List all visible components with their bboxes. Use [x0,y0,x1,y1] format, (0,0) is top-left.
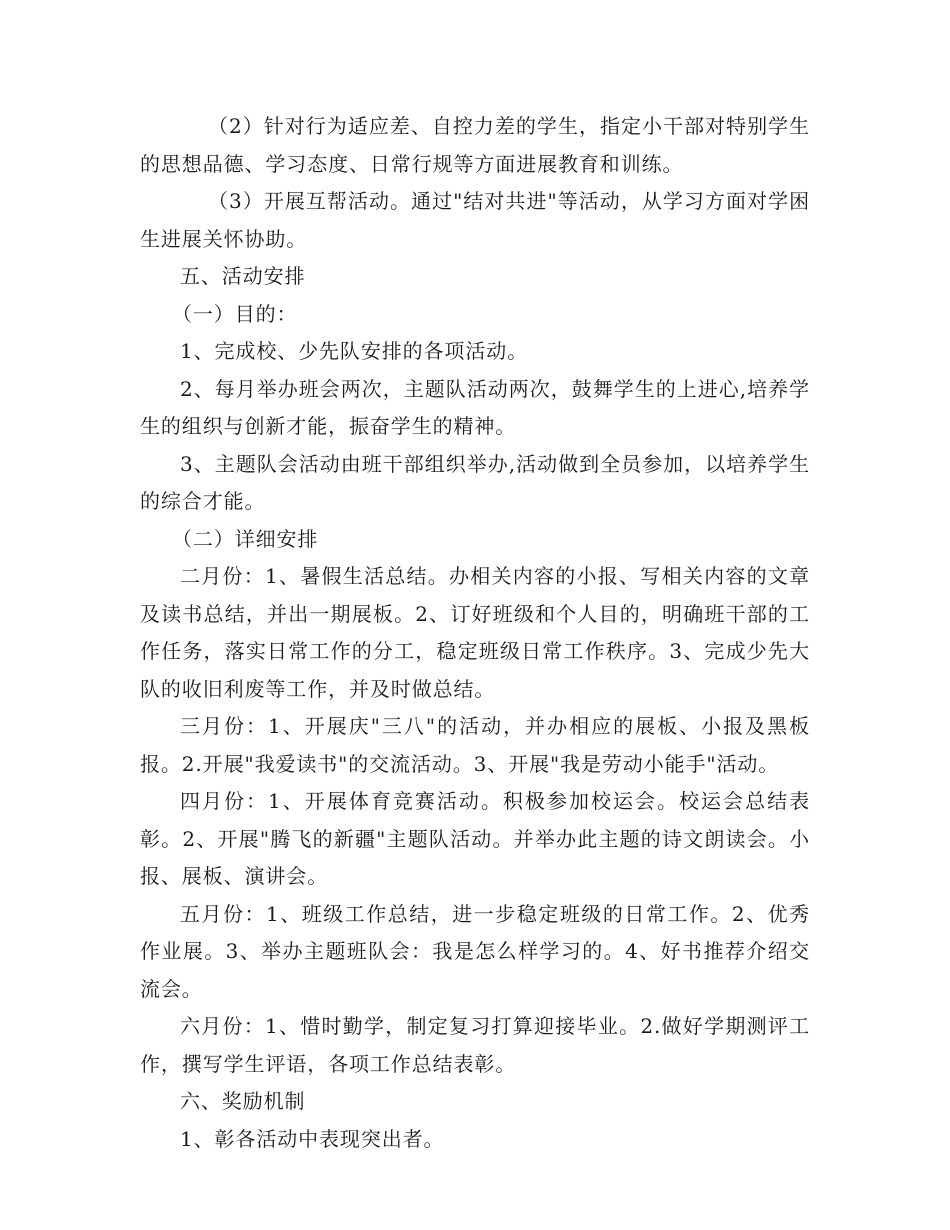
reward-item-1: 1、彰各活动中表现突出者。 [180,1126,445,1151]
purpose-item-2: 2、每月举办班会两次，主题队活动两次，鼓舞学生的上进心,培养学生的组织与创新才能，振奋学生的精神。 [140,376,810,438]
plan-june: 六月份：1、惜时勤学，制定复习打算迎接毕业。2.做好学期测评工作，撰写学生评语，各项工作总结表彰。 [140,1014,810,1076]
paragraph-item-3: （3）开展互帮活动。通过"结对共进"等活动，从学习方面对学困生进展关怀协助。 [140,189,810,251]
paragraph-item-2: （2）针对行为适应差、自控力差的学生，指定小干部对特别学生的思想品德、学习态度、日常行规等方面进展教育和训练。 [140,114,810,176]
plan-february: 二月份：1、暑假生活总结。办相关内容的小报、写相关内容的文章及读书总结，并出一期展板。2、订好班级和个人目的，明确班干部的工作任务，落实日常工作的分工，稳定班级日常工作秩序。3、完成少先大队的收旧利废等工作，并及时做总结。 [140,564,810,701]
subheading-purpose: （一）目的： [172,301,298,326]
section-heading-reward-mechanism: 六、奖励机制 [180,1089,306,1113]
purpose-item-3: 3、主题队会活动由班干部组织举办,活动做到全员参加，以培养学生的综合才能。 [140,451,810,513]
purpose-item-1: 1、完成校、少先队安排的各项活动。 [180,339,529,363]
section-heading-activity-plan: 五、活动安排 [180,264,306,288]
subheading-detailed-plan: （二）详细安排 [172,526,319,551]
plan-april: 四月份：1、开展体育竞赛活动。积极参加校运会。校运会总结表彰。2、开展"腾飞的新疆"主题队活动。并举办此主题的诗文朗读会。小报、展板、演讲会。 [140,789,810,888]
plan-may: 五月份：1、班级工作总结，进一步稳定班级的日常工作。2、优秀作业展。3、举办主题班队会：我是怎么样学习的。4、好书推荐介绍交流会。 [140,901,810,1001]
plan-march: 三月份：1、开展庆"三八"的活动，并办相应的展板、小报及黑板报。2.开展"我爱读书"的交流活动。3、开展"我是劳动小能手"活动。 [140,714,810,776]
